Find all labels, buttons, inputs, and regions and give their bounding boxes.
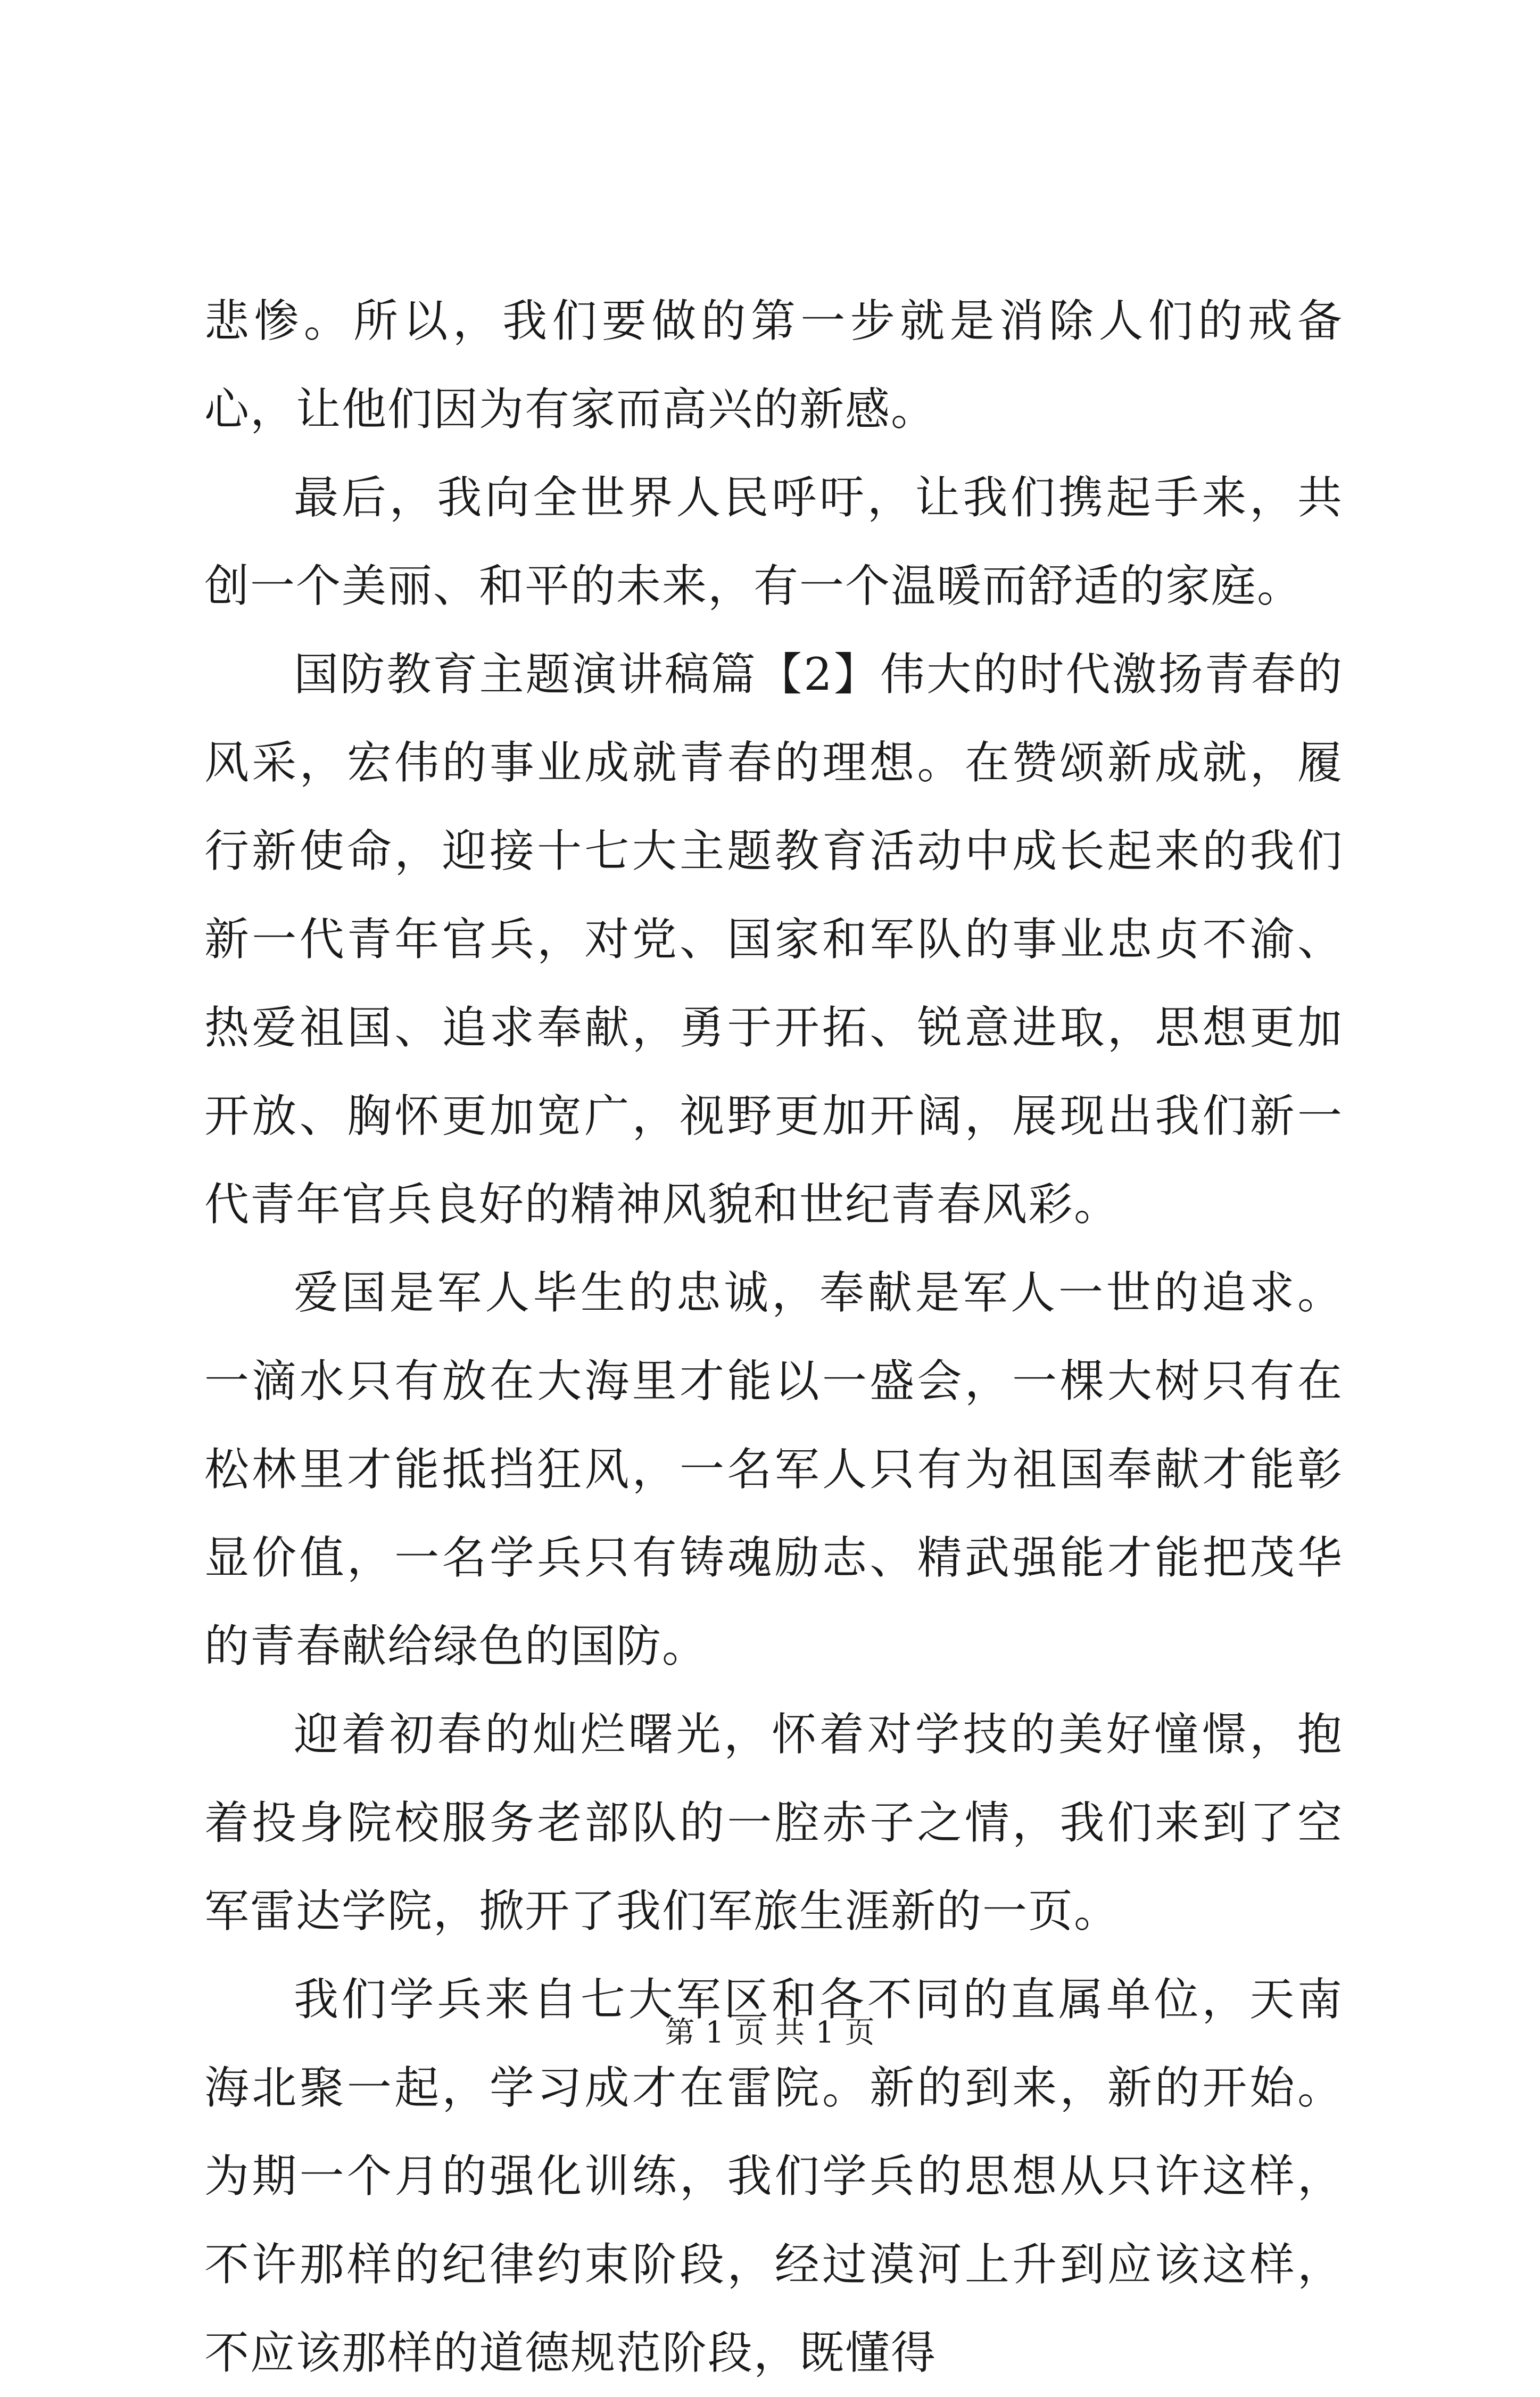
paragraph-continuation: 悲惨。所以，我们要做的第一步就是消除人们的戒备心，让他们因为有家而高兴的新感。 xyxy=(204,295,1343,435)
paragraph: 我们学兵来自七大军区和各不同的直属单位，天南海北聚一起，学习成才在雷院。新的到来，新的开始。为期一个月的强化训练，我们学兵的思想从只许这样，不许那样的纪律约束阶段，经过漠河上升到应该这样，不应该那样的道德规范阶段，既懂得 xyxy=(204,1973,1343,2379)
document-body xyxy=(204,277,1343,2397)
paragraph: 迎着初春的灿烂曙光，怀着对学技的美好憧憬，抱着投身院校服务老部队的一腔赤子之情，我们来到了空军雷达学院，掀开了我们军旅生涯新的一页。 xyxy=(204,1708,1343,1937)
paragraph: 爱国是军人毕生的忠诚，奉献是军人一世的追求。一滴水只有放在大海里才能以一盛会，一棵大树只有在松林里才能抵挡狂风，一名军人只有为祖国奉献才能彰显价值，一名学兵只有铸魂励志、精武强能才能把茂华的青春献给绿色的国防。 xyxy=(204,1267,1343,1672)
paragraph: 最后，我向全世界人民呼吁，让我们携起手来，共创一个美丽、和平的未来，有一个温暖而舒适的家庭。 xyxy=(204,472,1343,612)
page-footer: 第 1 页 共 1 页 xyxy=(665,2015,875,2050)
paragraph: 国防教育主题演讲稿篇【2】伟大的时代激扬青春的风采，宏伟的事业成就青春的理想。在赞颂新成就，履行新使命，迎接十七大主题教育活动中成长起来的我们新一代青年官兵，对党、国家和军队的事业忠贞不渝、热爱祖国、追求奉献，勇于开拓、锐意进取，思想更加开放、胸怀更加宽广，视野更加开阔，展现出我们新一代青年官兵良好的精神风貌和世纪青春风彩。 xyxy=(204,648,1343,1230)
